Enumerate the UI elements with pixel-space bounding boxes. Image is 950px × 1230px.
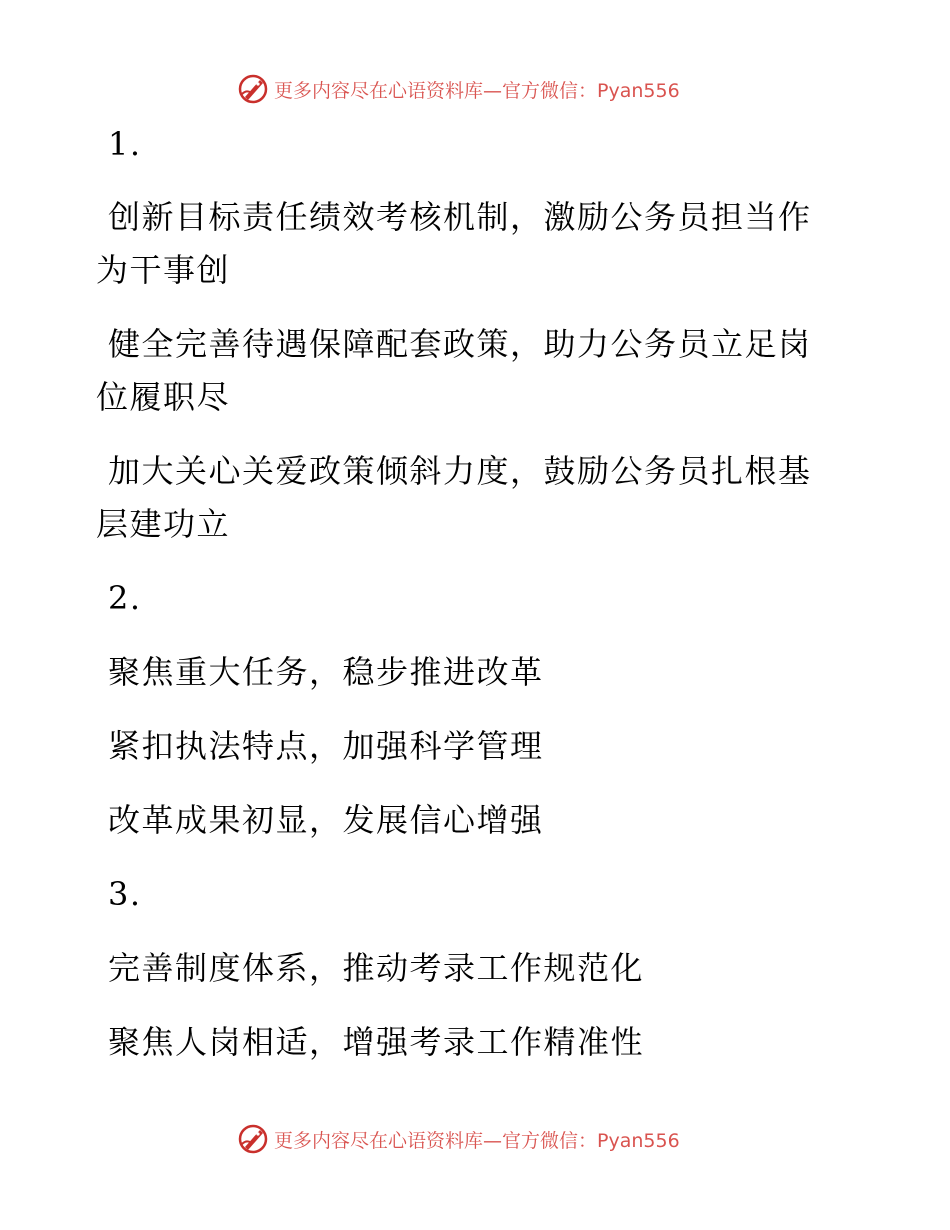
header-watermark (236, 70, 680, 108)
paragraph: 改革成果初显，发展信心增强 (108, 801, 544, 839)
header-watermark-text: 更多内容尽在心语资料库—官方微信：Pyan556 (274, 79, 680, 102)
paragraph: 聚焦人岗相适，增强考录工作精准性 (108, 1023, 645, 1061)
paragraph: 完善制度体系，推动考录工作规范化 (108, 949, 645, 987)
paragraph: 紧扣执法特点，加强科学管理 (108, 727, 544, 765)
footer-watermark-text: 更多内容尽在心语资料库—官方微信：Pyan556 (274, 1129, 680, 1152)
paragraph: 健全完善待遇保障配套政策，助力公务员立足岗位履职尽 (96, 325, 812, 416)
section-number: 1. (108, 125, 142, 163)
pen-nib-circle-icon (236, 1122, 270, 1156)
paragraph: 创新目标责任绩效考核机制，激励公务员担当作为干事创 (96, 198, 812, 289)
section-number: 3. (108, 875, 142, 913)
document-body (96, 118, 836, 1069)
paragraph: 加大关心关爱政策倾斜力度，鼓励公务员扎根基层建功立 (96, 452, 812, 543)
paragraph: 聚焦重大任务，稳步推进改革 (108, 653, 544, 691)
footer-watermark (236, 1120, 680, 1158)
section-number: 2. (108, 579, 142, 617)
pen-nib-circle-icon (236, 72, 270, 106)
